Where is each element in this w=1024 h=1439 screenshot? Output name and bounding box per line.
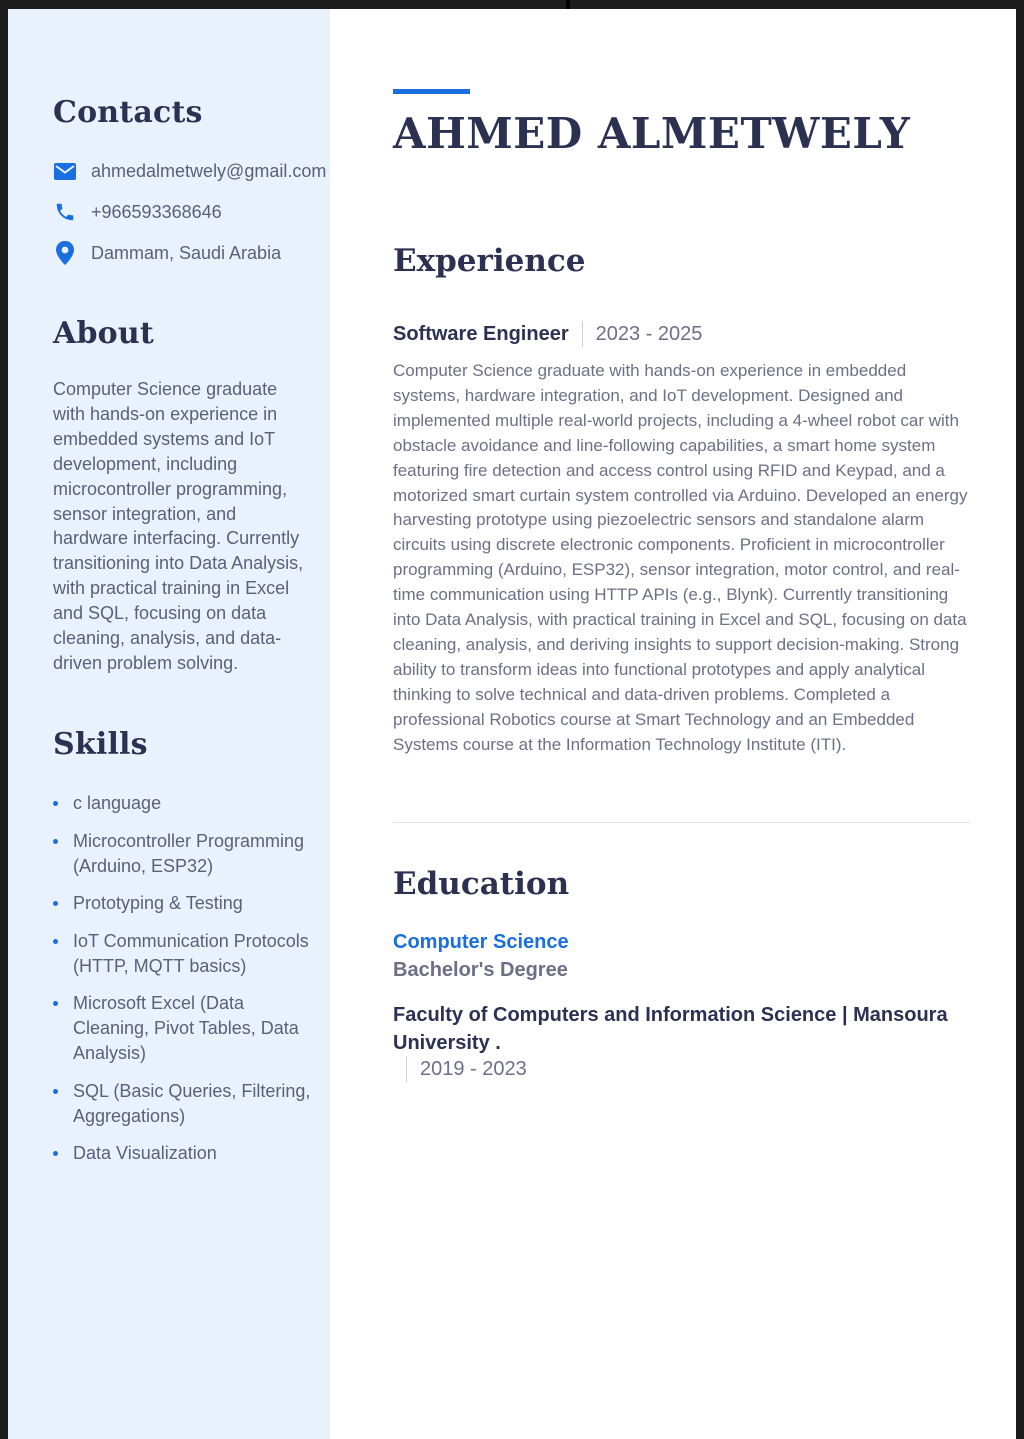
skills-list	[53, 791, 313, 1179]
education-degree: Bachelor's Degree	[393, 959, 568, 981]
skill-item: Data Visualization	[53, 1141, 313, 1166]
resume-page	[8, 9, 1016, 1439]
separator	[582, 321, 583, 347]
job-header	[393, 320, 702, 348]
contact-location	[53, 240, 281, 266]
education-dates-row	[406, 1056, 527, 1082]
candidate-name: AHMED ALMETWELY	[393, 109, 911, 158]
experience-description: Computer Science graduate with hands-on experience in embedded systems, hardware integration, and IoT development. Designed and implemented multiple real-world projects, including a 4-wheel robot car with obstacle avoidance and line-following capabilities, a smart home system featuring fire detection and access control using RFID and Keypad, and a motorized smart curtain system controlled via Arduino. Developed an energy harvesting prototype using piezoelectric sensors and standalone alarm circuits using discrete electronic components. Proficient in microcontroller programming (Arduino, ESP32), sensor integration, motor control, and real-time communication using HTTP APIs (e.g., Blynk). Currently transitioning into Data Analysis, with practical training in Excel and SQL, focusing on data cleaning, analysis, and deriving insights to support decision-making. Strong ability to transform ideas into functional prototypes and apply analytical thinking to solve technical and data-driven problems. Completed a professional Robotics course at Smart Technology and an Embedded Systems course at the Information Technology Institute (ITI).	[393, 361, 968, 754]
contacts-heading: Contacts	[53, 95, 203, 130]
sidebar	[8, 9, 330, 1439]
phone-text[interactable]: +966593368646	[91, 201, 222, 222]
skill-item: SQL (Basic Queries, Filtering, Aggregations)	[53, 1079, 313, 1129]
skills-heading: Skills	[53, 727, 148, 762]
contact-phone	[53, 199, 222, 225]
education-school: Faculty of Computers and Information Science | Mansoura University .	[393, 1004, 948, 1054]
job-title: Software Engineer	[393, 322, 569, 345]
location-pin-icon	[53, 241, 77, 265]
about-text: Computer Science graduate with hands-on experience in embedded systems and IoT development, including microcontroller programming, sensor integration, and hardware interfacing. Currently transitioning into Data Analysis, with practical training in Excel and SQL, focusing on data cleaning, analysis, and data-driven problem solving.	[53, 379, 304, 673]
skill-item: IoT Communication Protocols (HTTP, MQTT basics)	[53, 929, 313, 979]
skill-item: Microcontroller Programming (Arduino, ESP32)	[53, 829, 313, 879]
skill-item: Prototyping & Testing	[53, 891, 313, 916]
contact-email	[53, 158, 326, 184]
education-field: Computer Science	[393, 931, 569, 953]
location-text: Dammam, Saudi Arabia	[91, 242, 282, 263]
envelope-icon	[53, 159, 77, 183]
phone-icon	[53, 200, 77, 224]
education-heading: Education	[393, 866, 570, 902]
accent-bar	[393, 89, 470, 94]
section-divider	[393, 822, 970, 823]
education-dates: 2019 - 2023	[420, 1057, 527, 1080]
job-dates: 2023 - 2025	[595, 322, 703, 345]
skill-item: Microsoft Excel (Data Cleaning, Pivot Tables, Data Analysis)	[53, 991, 313, 1066]
email-text[interactable]: ahmedalmetwely@gmail.com	[91, 160, 327, 181]
skill-item: c language	[53, 791, 313, 816]
experience-heading: Experience	[393, 243, 586, 279]
about-heading: About	[53, 316, 154, 351]
main-content	[330, 9, 1016, 1439]
separator	[406, 1056, 407, 1082]
